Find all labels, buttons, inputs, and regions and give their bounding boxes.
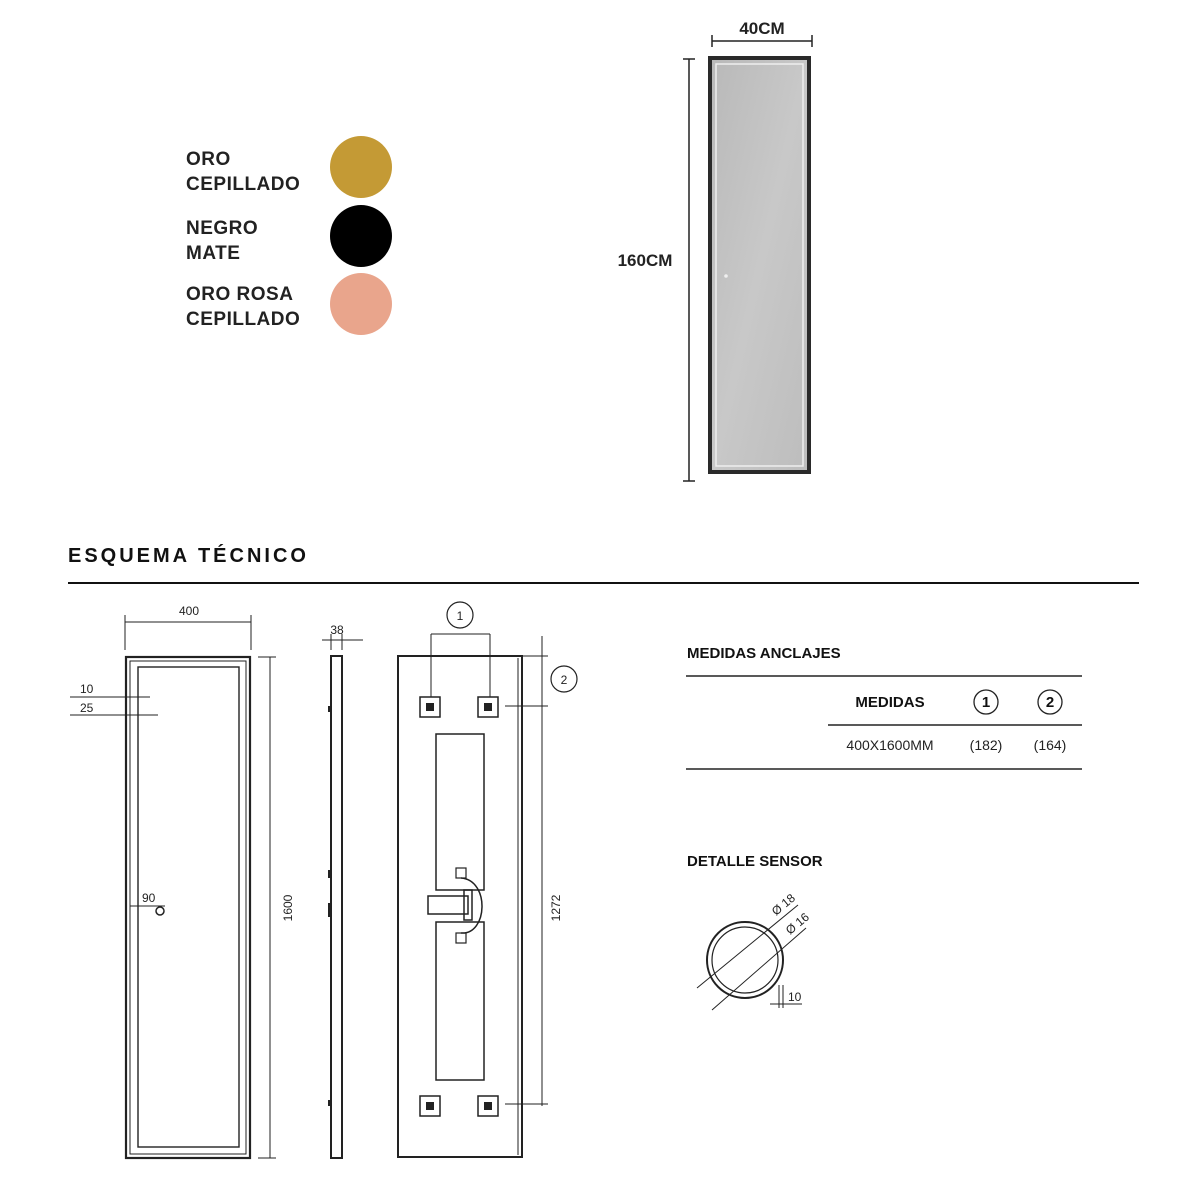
finish-swatch-circle [330,273,392,335]
marker-1: 1 [456,609,464,623]
table-cell-1: (182) [969,737,1003,753]
finish-oro-cepillado [186,136,392,198]
marker-2: 2 [560,673,568,687]
mirror-width-label: 40CM [739,19,785,38]
frame-10-dim: 10 [80,682,94,696]
mirror-sensor-dot [724,274,728,278]
side-depth-dim: 38 [330,623,344,637]
finish-label-line2: CEPILLADO [186,174,301,195]
mirror-glass [712,60,807,470]
mirror-preview [618,19,812,481]
front-height-dim: 1600 [281,894,295,922]
table-header-1: 1 [981,694,991,711]
table-header-2: 2 [1045,694,1055,711]
table-header-medidas: MEDIDAS [855,694,925,711]
sensor-detail-title: DETALLE SENSOR [687,853,823,870]
table-cell-size: 400X1600MM [846,737,934,753]
anchors-table-title: MEDIDAS ANCLAJES [687,645,841,662]
side-view [322,634,363,1158]
frame-25-dim: 25 [80,701,94,715]
sensor-d16: Ø 16 [782,909,812,938]
front-width-dim: 400 [178,604,200,618]
anchors-table [686,645,1082,769]
finish-label-line2: MATE [186,243,241,264]
finish-swatch-circle [330,136,392,198]
finish-label-line1: ORO [186,149,231,170]
table-cell-2: (164) [1033,737,1067,753]
finish-negro-mate [186,205,392,267]
back-height-dim: 1272 [549,894,563,922]
section-title: ESQUEMA TÉCNICO [68,545,309,567]
sensor-d18: Ø 18 [768,890,798,919]
finish-swatch-circle [330,205,392,267]
finish-label-line1: NEGRO [186,218,259,239]
front-view [70,615,276,1158]
finish-swatches [186,136,392,335]
finish-label-line1: ORO ROSA [186,284,294,305]
table-row [846,737,1066,753]
sensor-gap: 10 [788,990,802,1004]
mirror-height-label: 160CM [617,251,673,270]
sensor-detail [687,853,823,1010]
sensor-90-dim: 90 [142,891,156,905]
finish-label-line2: CEPILLADO [186,309,301,330]
finish-oro-rosa-cepillado [186,273,392,335]
back-view [398,602,577,1157]
